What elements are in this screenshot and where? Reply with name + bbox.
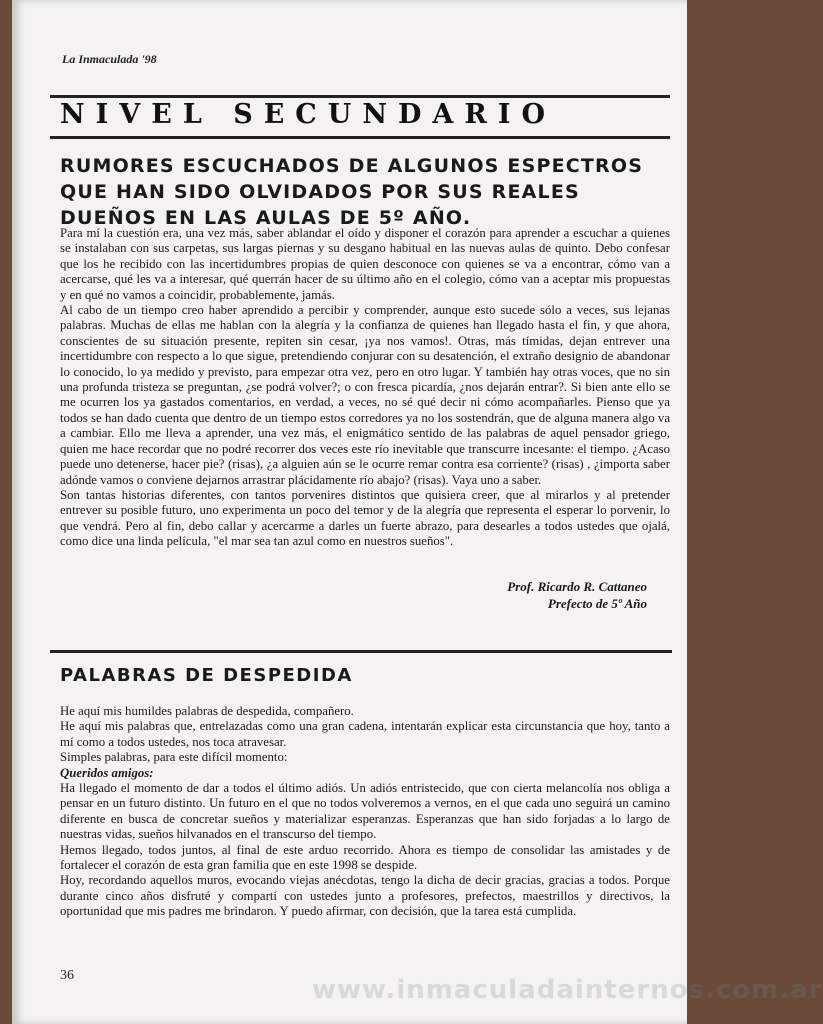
farewell-paragraph: Hoy, recordando aquellos muros, evocando viejas anécdotas, tengo la dicha de decir gracias, gracias a todos. Porque durante cinco años disfruté y compartí con ustedes junto a profesores, prefectos, maestrillos y directivos, la oportunidad que mis padres me brindaron. Y puedo afirmar, con decisión, que la tarea está cumplida. bbox=[60, 873, 670, 919]
farewell-title: PALABRAS DE DESPEDIDA bbox=[60, 665, 353, 686]
signature-name: Prof. Ricardo R. Cattaneo bbox=[507, 579, 647, 594]
article-paragraph: Son tantas historias diferentes, con tantos porvenires distintos que quisiera creer, que al mirarlos y al pretender entrever su posible futuro, uno experimenta un poco del temor y de la alegría que representa el esperar lo porvenir, lo que vendrá. Pero al fin, debo callar y acercarme a darles un fuerte abrazo, para desearles a todos ustedes que ojalá, como dice una linda película, "el mar sea tan azul como en nuestros sueños". bbox=[60, 487, 670, 549]
farewell-body bbox=[60, 704, 670, 920]
farewell-greeting: Queridos amigos: bbox=[60, 765, 154, 780]
running-header: La Inmaculada '98 bbox=[62, 52, 157, 66]
farewell-paragraph: Hemos llegado, todos juntos, al final de este arduo recorrido. Ahora es tiempo de consolidar las amistades y de fortalecer el corazón de esta gran familia que en este 1998 se despide. bbox=[60, 842, 670, 873]
page-number: 36 bbox=[60, 968, 74, 983]
signature-role: Prefecto de 5º Año bbox=[547, 596, 647, 611]
farewell-paragraph: Ha llegado el momento de dar a todos el último adiós. Un adiós entristecido, que con cierta melancolía nos obliga a pensar en un futuro distinto. Un futuro en el que no todos volveremos a vernos, en el que cada uno seguirá un camino diferente en busca de concretar sueños y materializar esperanzas. Esperanzas que han sido forjadas a lo largo de nuestras vidas, sueños hilvanados en el transcurso del tiempo. bbox=[60, 781, 670, 842]
article-paragraph: Para mí la cuestión era, una vez más, saber ablandar el oído y disponer el corazón para aprender a escuchar a quienes se instalaban con sus carpetas, sus largas piernas y su desgano habitual en las nuevas aulas de quinto. Debo confesar que los he recibido con las incertidumbres propias de quien desconoce con quienes se va a encontrar, cómo van a acercarse, qué les va a interesar, qué querrán hacer de su último año en el colegio, cómo van a aceptar mis propuestas y en qué no vamos a coincidir, probablemente, jamás. bbox=[60, 226, 670, 302]
section-title: NIVEL SECUNDARIO bbox=[60, 99, 556, 130]
article-title: RUMORES ESCUCHADOS DE ALGUNOS ESPECTROS QUE HAN SIDO OLVIDADOS POR SUS REALES DUEÑOS EN LAS AULAS DE 5º AÑO. bbox=[60, 155, 644, 229]
farewell-intro-line: He aquí mis humildes palabras de despedida, compañero. bbox=[60, 704, 354, 718]
farewell-intro-line: Simples palabras, para este difícil momento: bbox=[60, 750, 288, 765]
document-page bbox=[12, 0, 823, 1024]
site-watermark: www.inmaculadainternos.com.ar bbox=[312, 975, 823, 1005]
article-body bbox=[60, 226, 670, 550]
section-divider bbox=[50, 650, 672, 653]
signature bbox=[387, 578, 647, 612]
farewell-intro-line: He aquí mis palabras que, entrelazadas como una gran cadena, intentarán explicar esta circunstancia que hoy, tanto a mí como a todos ustedes, nos toca atravesar. bbox=[60, 719, 670, 749]
article-paragraph: Al cabo de un tiempo creo haber aprendido a percibir y comprender, aunque esto sucede sólo a veces, sus lejanas palabras. Muchas de ellas me hablan con la alegría y la confianza de quienes han llegado hasta el fin, y que ahora, conscientes de su situación presente, repiten sin cesar, ¡ya nos vamos!. Otras, más tímidas, dejan entrever una incertidumbre con respecto a lo que sigue, pretendiendo conjurar con su desatención, el extraño designio de abandonar lo conocido, lo ya medido y previsto, para empezar otra vez, pero en otro lugar. Y también hay otras voces, que no sin una profunda tristeza se preguntan, ¿se podrá volver?; o con fresca picardía, ¿nos dejarán entrar?. Si bien ante ello se me ocurren los ya gastados comentarios, en verdad, a veces, no sé qué decir ni cómo acompañarles. Pienso que ya todos se han dado cuenta que dentro de un tiempo estos corredores ya no los sostendrán, que de alguna manera algo va a cambiar. Ello me lleva a aprender, una vez más, el enigmático sentido de las palabras de aquel pensador griego, quien me hace recordar que no podré recorrer dos veces este río inevitable que transcurre incesante: el tiempo. ¿Acaso puede uno detenerse, hacer pie? (risas), ¿a alguien aún se le ocurre remar contra esa corriente? (risas) , ¿importa saber adónde vamos o conviene dejarnos arrastrar plácidamente río abajo? (risas). Vaya uno a saber. bbox=[60, 303, 670, 487]
